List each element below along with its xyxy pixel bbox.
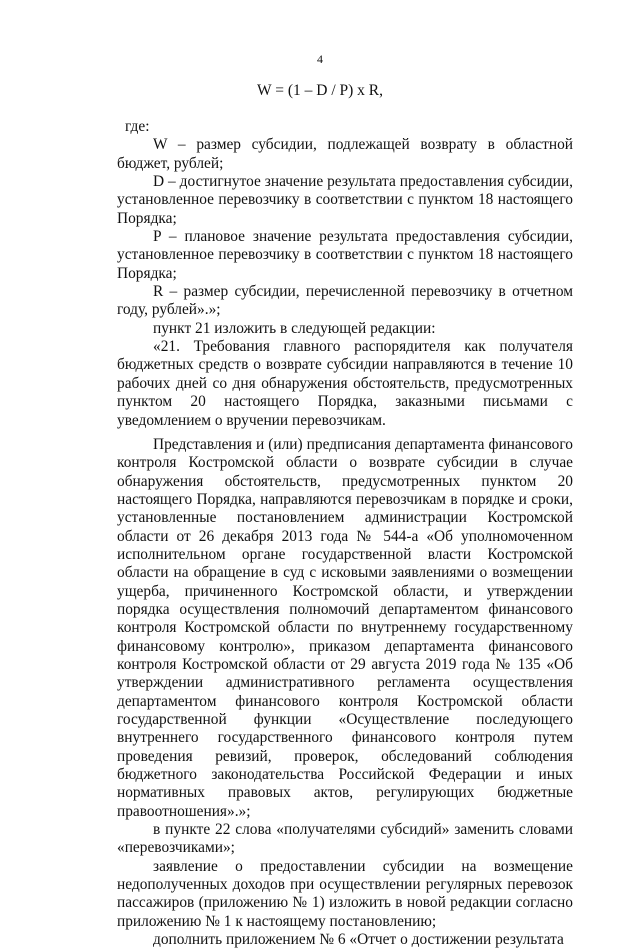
paragraph-application: заявление о предоставлении субсидии на возмещение недополученных доходов при осуществлении регулярных перевозок пассажиров (приложению № 1) изложить в новой редакции согласно приложению № 1 к настоящему постановлению; <box>117 857 573 930</box>
document-body <box>117 118 573 949</box>
paragraph-where: где: <box>125 118 150 135</box>
paragraph-representations: Представления и (или) предписания департамента финансового контроля Костромской области о возврате субсидии в случае обнаружения обстоятельств, предусмотренных пунктом 20 настоящего Порядка, направляются перевозчикам в порядке и сроки, установленные постановлением администрации Костромской области от 26 декабря 2013 года № 544-а «Об уполномоченном исполнительном органе государственной власти Костромской области на обращение в суд с исковыми заявлениями о возмещении ущерба, причиненного Костромской области, и утверждении порядка осуществления полномочий департаментом финансового контроля Костромской области по внутреннему государственному финансовому контролю», приказом департамента финансового контроля Костромской области от 29 августа 2019 года № 135 «Об утверждении административного регламента осуществления департаментом финансового контроля Костромской области государственной функции «Осуществление последующего внутреннего государственного финансового контроля путем проведения ревизий, проверок, обследований соблюдения бюджетного законодательства Российской Федерации и иных нормативных правовых актов, регулирующих бюджетные правоотношения».»; <box>117 435 573 820</box>
paragraph-point-21-text: «21. Требования главного распорядителя как получателя бюджетных средств о возврате субсидии направляются в течение 10 рабочих дней со дня обнаружения обстоятельств, предусмотренных пунктом 20 настоящего Порядка, заказными письмами с уведомлением о вручении перевозчикам. <box>117 338 573 429</box>
formula: W = (1 – D / P) x R, <box>257 82 383 99</box>
paragraph-definition-r: R – размер субсидии, перечисленной перевозчику в отчетном году, рублей».»; <box>117 283 573 319</box>
paragraph-point-21-intro: пункт 21 изложить в следующей редакции: <box>153 319 436 337</box>
page-number: 4 <box>317 52 323 66</box>
paragraph-appendix-6: дополнить приложением № 6 «Отчет о достижении результата <box>153 931 564 949</box>
paragraph-definition-p: P – плановое значение результата предоставления субсидии, установленное перевозчику в соответствии с пунктом 18 настоящего Порядка; <box>117 228 573 282</box>
paragraph-definition-w: W – размер субсидии, подлежащей возврату в областной бюджет, рублей; <box>117 136 573 172</box>
paragraph-point-22: в пункте 22 слова «получателями субсидий» заменить словами «перевозчиками»; <box>117 821 573 857</box>
paragraph-definition-d: D – достигнутое значение результата предоставления субсидии, установленное перевозчику в соответствии с пунктом 18 настоящего Порядка; <box>117 173 573 227</box>
